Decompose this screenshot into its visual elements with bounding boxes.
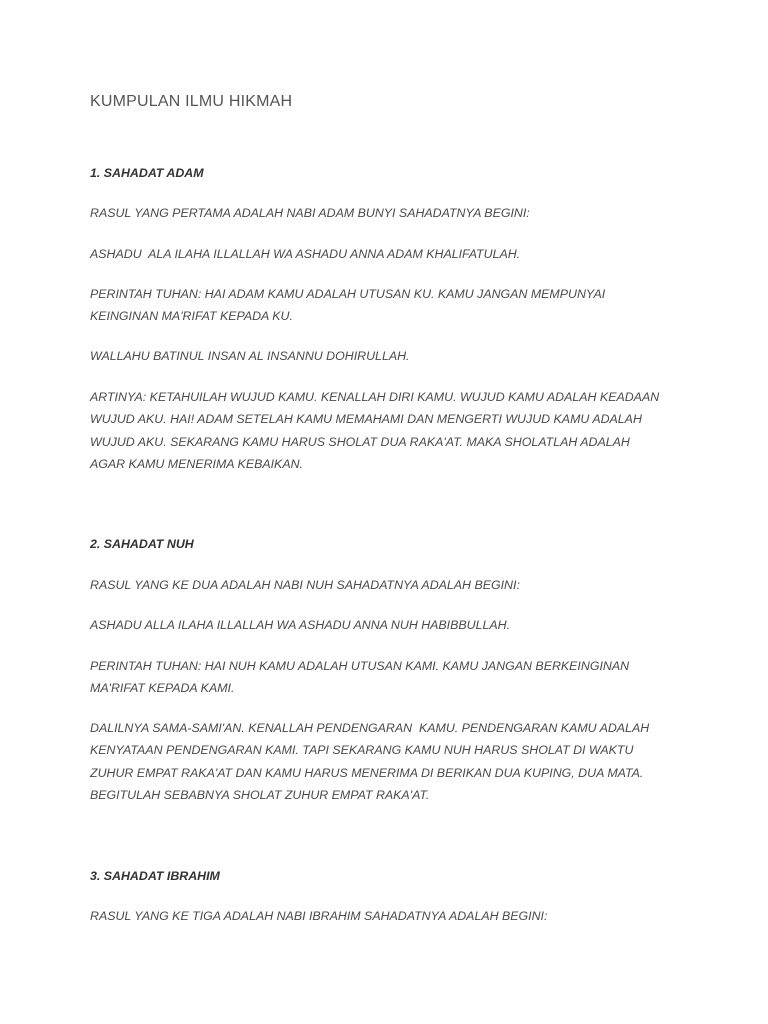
section-paragraph: ASHADU ALLA ILAHA ILLALLAH WA ASHADU ANNA NUH HABIBBULLAH.	[90, 618, 511, 632]
section-heading: 1. SAHADAT ADAM	[90, 166, 204, 180]
section-paragraph: RASUL YANG PERTAMA ADALAH NABI ADAM BUNYI SAHADATNYA BEGINI:	[90, 206, 530, 220]
section-paragraph: DALILNYA SAMA-SAMI'AN. KENALLAH PENDENGARAN KAMU. PENDENGARAN KAMU ADALAH KENYATAAN PENDENGARAN KAMI. TAPI SEKARANG KAMU NUH HARUS SHOLAT DI WAKTU ZUHUR EMPAT RAKA'AT DAN KAMU HARUS MENERIMA DI BERIKAN DUA KUPING, DUA MATA. BEGITULAH SEBABNYA SHOLAT ZUHUR EMPAT RAKA'AT.	[90, 721, 650, 803]
section-paragraph: RASUL YANG KE DUA ADALAH NABI NUH SAHADATNYA ADALAH BEGINI:	[90, 578, 520, 592]
section-heading: 3. SAHADAT IBRAHIM	[90, 869, 220, 883]
section-paragraph: PERINTAH TUHAN: HAI ADAM KAMU ADALAH UTUSAN KU. KAMU JANGAN MEMPUNYAI KEINGINAN MA'RIFAT KEPADA KU.	[90, 287, 606, 324]
document-title: KUMPULAN ILMU HIKMAH	[90, 93, 293, 110]
section-paragraph: RASUL YANG KE TIGA ADALAH NABI IBRAHIM SAHADATNYA ADALAH BEGINI:	[90, 909, 548, 923]
section-paragraph: WALLAHU BATINUL INSAN AL INSANNU DOHIRULLAH.	[90, 349, 410, 363]
section-heading: 2. SAHADAT NUH	[90, 537, 194, 551]
section-paragraph: PERINTAH TUHAN: HAI NUH KAMU ADALAH UTUSAN KAMI. KAMU JANGAN BERKEINGINAN MA'RIFAT KEPADA KAMI.	[90, 659, 630, 696]
section-paragraph: ARTINYA: KETAHUILAH WUJUD KAMU. KENALLAH DIRI KAMU. WUJUD KAMU ADALAH KEADAAN WUJUD AKU. HAI! ADAM SETELAH KAMU MEMAHAMI DAN MENGERTI WUJUD KAMU ADALAH WUJUD AKU. SEKARANG KAMU HARUS SHOLAT DUA RAKA'AT. MAKA SHOLATLAH ADALAH AGAR KAMU MENERIMA KEBAIKAN.	[90, 390, 660, 472]
section-paragraph: ASHADU ALA ILAHA ILLALLAH WA ASHADU ANNA ADAM KHALIFATULAH.	[90, 247, 521, 261]
